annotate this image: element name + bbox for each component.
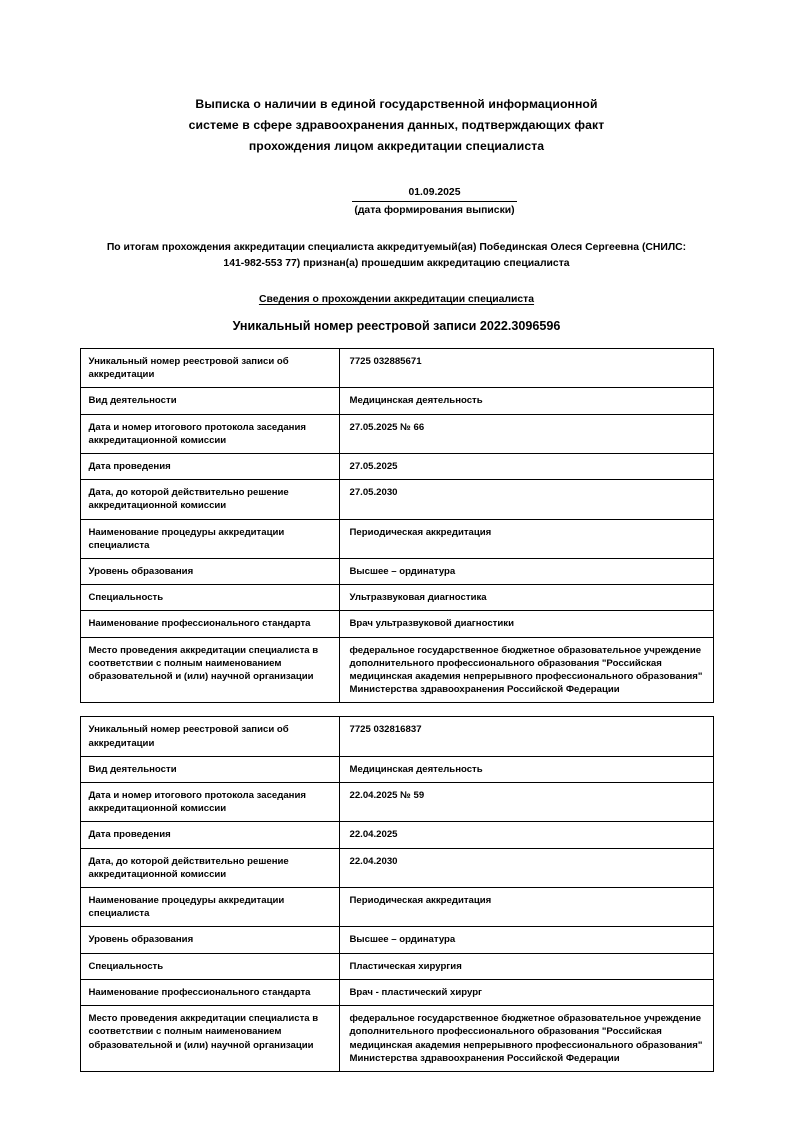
table-row [80,480,713,519]
table-row [80,717,713,756]
table-row [80,454,713,480]
table-row [80,979,713,1005]
table-row [80,388,713,414]
row-value-specialty: Пластическая хирургия [339,953,713,979]
table-row [80,559,713,585]
row-value-place: федеральное государственное бюджетное образовательное учреждение дополнительного профессионального образования "Российская медицинская академия непрерывного профессионального образования" Министерства здравоохранения Российской Федерации [339,1006,713,1072]
page-title [0,0,793,157]
table-row [80,953,713,979]
row-label-place: Место проведения аккредитации специалиста в соответствии с полным наименованием образовательной и (или) научной организации [80,1006,339,1072]
table-row [80,414,713,453]
row-value-protocol: 22.04.2025 № 59 [339,783,713,822]
issue-date-block [0,186,793,218]
table-row [80,1006,713,1072]
row-label-unique-number: Уникальный номер реестровой записи об аккредитации [80,349,339,388]
row-label-valid-until: Дата, до которой действительно решение аккредитационной комиссии [80,848,339,887]
table-row [80,848,713,887]
row-value-specialty: Ультразвуковая диагностика [339,585,713,611]
row-label-activity-type: Вид деятельности [80,756,339,782]
page-title-line-1: Выписка о наличии в единой государственной информационной [195,97,598,111]
row-label-protocol: Дата и номер итогового протокола заседания аккредитационной комиссии [80,414,339,453]
row-value-date-held: 22.04.2025 [339,822,713,848]
row-label-valid-until: Дата, до которой действительно решение аккредитационной комиссии [80,480,339,519]
row-label-procedure-name: Наименование процедуры аккредитации специалиста [80,519,339,558]
row-label-activity-type: Вид деятельности [80,388,339,414]
row-value-unique-number: 7725 032816837 [339,717,713,756]
row-label-specialty: Специальность [80,953,339,979]
row-value-protocol: 27.05.2025 № 66 [339,414,713,453]
row-value-procedure-name: Периодическая аккредитация [339,888,713,927]
row-label-date-held: Дата проведения [80,454,339,480]
row-label-education-level: Уровень образования [80,927,339,953]
table-row [80,637,713,703]
table-row [80,927,713,953]
row-label-education-level: Уровень образования [80,559,339,585]
row-value-education-level: Высшее – ординатура [339,559,713,585]
row-label-prof-standard: Наименование профессионального стандарта [80,611,339,637]
row-label-place: Место проведения аккредитации специалиста в соответствии с полным наименованием образовательной и (или) научной организации [80,637,339,703]
table-row [80,888,713,927]
registry-record-number: Уникальный номер реестровой записи 2022.3096596 [232,319,561,333]
row-label-protocol: Дата и номер итогового протокола заседания аккредитационной комиссии [80,783,339,822]
table-row [80,783,713,822]
row-label-prof-standard: Наименование профессионального стандарта [80,979,339,1005]
table-row [80,611,713,637]
row-value-place: федеральное государственное бюджетное образовательное учреждение дополнительного профессионального образования "Российская медицинская академия непрерывного профессионального образования" Министерства здравоохранения Российской Федерации [339,637,713,703]
row-label-procedure-name: Наименование процедуры аккредитации специалиста [80,888,339,927]
issue-date-caption: (дата формирования выписки) [354,205,515,216]
accreditation-record-table-2 [80,716,714,1071]
accreditation-record-table-1 [80,348,714,703]
issue-date-value: 01.09.2025 [352,186,517,202]
intro-paragraph: По итогам прохождения аккредитации специалиста аккредитуемый(ая) Побединская Олеся Сергеевна (СНИЛС: 141-982-553 77) признан(а) прошедшим аккредитацию специалиста [106,242,687,269]
section-heading: Сведения о прохождении аккредитации специалиста [258,294,535,305]
table-row [80,756,713,782]
table-row [80,519,713,558]
table-row [80,585,713,611]
row-label-date-held: Дата проведения [80,822,339,848]
table-row [80,349,713,388]
row-value-valid-until: 27.05.2030 [339,480,713,519]
page-title-line-2: системе в сфере здравоохранения данных, подтверждающих факт [188,118,605,132]
page-title-line-3: прохождения лицом аккредитации специалиста [248,139,545,153]
row-value-prof-standard: Врач ультразвуковой диагностики [339,611,713,637]
row-value-procedure-name: Периодическая аккредитация [339,519,713,558]
issue-date-inner [352,186,517,218]
table-row [80,822,713,848]
row-value-unique-number: 7725 032885671 [339,349,713,388]
row-value-activity-type: Медицинская деятельность [339,756,713,782]
row-label-unique-number: Уникальный номер реестровой записи об аккредитации [80,717,339,756]
row-value-date-held: 27.05.2025 [339,454,713,480]
row-label-specialty: Специальность [80,585,339,611]
row-value-valid-until: 22.04.2030 [339,848,713,887]
row-value-education-level: Высшее – ординатура [339,927,713,953]
row-value-activity-type: Медицинская деятельность [339,388,713,414]
row-value-prof-standard: Врач - пластический хирург [339,979,713,1005]
